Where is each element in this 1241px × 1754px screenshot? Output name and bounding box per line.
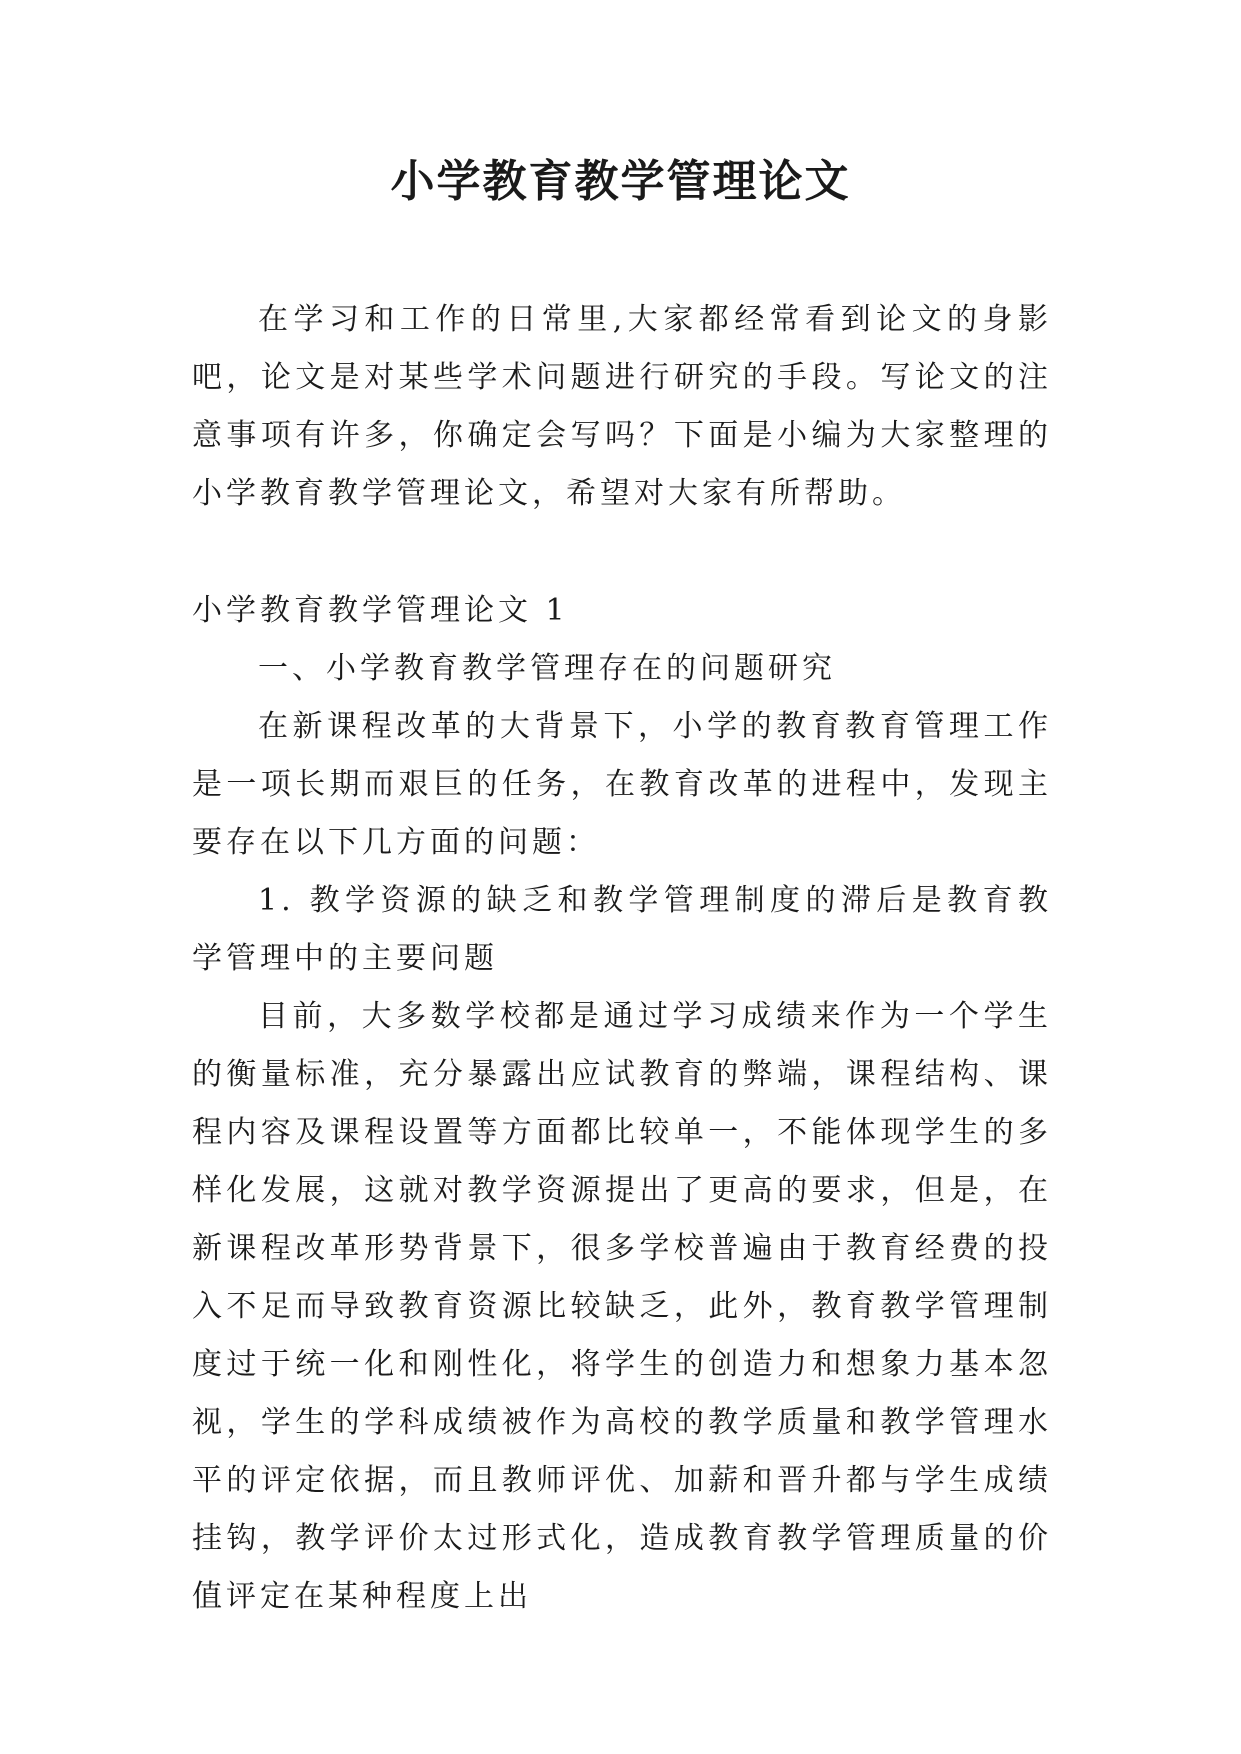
section-heading: 小学教育教学管理论文 1 — [192, 593, 569, 628]
document-title: 小学教育教学管理论文 — [390, 156, 851, 207]
numbered-item: 1. 教学资源的缺乏和教学管理制度的滞后是教育教学管理中的主要问题 — [192, 883, 1052, 976]
body-paragraph: 在新课程改革的大背景下，小学的教育教育管理工作是一项长期而艰巨的任务，在教育改革的进程中，发现主要存在以下几方面的问题： — [192, 709, 1052, 860]
intro-paragraph: 在学习和工作的日常里,大家都经常看到论文的身影吧，论文是对某些学术问题进行研究的手段。写论文的注意事项有许多，你确定会写吗？下面是小编为大家整理的小学教育教学管理论文，希望对大家有所帮助。 — [192, 302, 1052, 511]
subsection-heading: 一、小学教育教学管理存在的问题研究 — [258, 651, 836, 686]
body-paragraph: 目前，大多数学校都是通过学习成绩来作为一个学生的衡量标准，充分暴露出应试教育的弊端，课程结构、课程内容及课程设置等方面都比较单一，不能体现学生的多样化发展，这就对教学资源提出了更高的要求，但是，在新课程改革形势背景下，很多学校普遍由于教育经费的投入不足而导致教育资源比较缺乏，此外，教育教学管理制度过于统一化和刚性化，将学生的创造力和想象力基本忽视，学生的学科成绩被作为高校的教学质量和教学管理水平的评定依据，而且教师评优、加薪和晋升都与学生成绩挂钩，教学评价太过形式化，造成教育教学管理质量的价值评定在某种程度上出 — [192, 999, 1052, 1614]
